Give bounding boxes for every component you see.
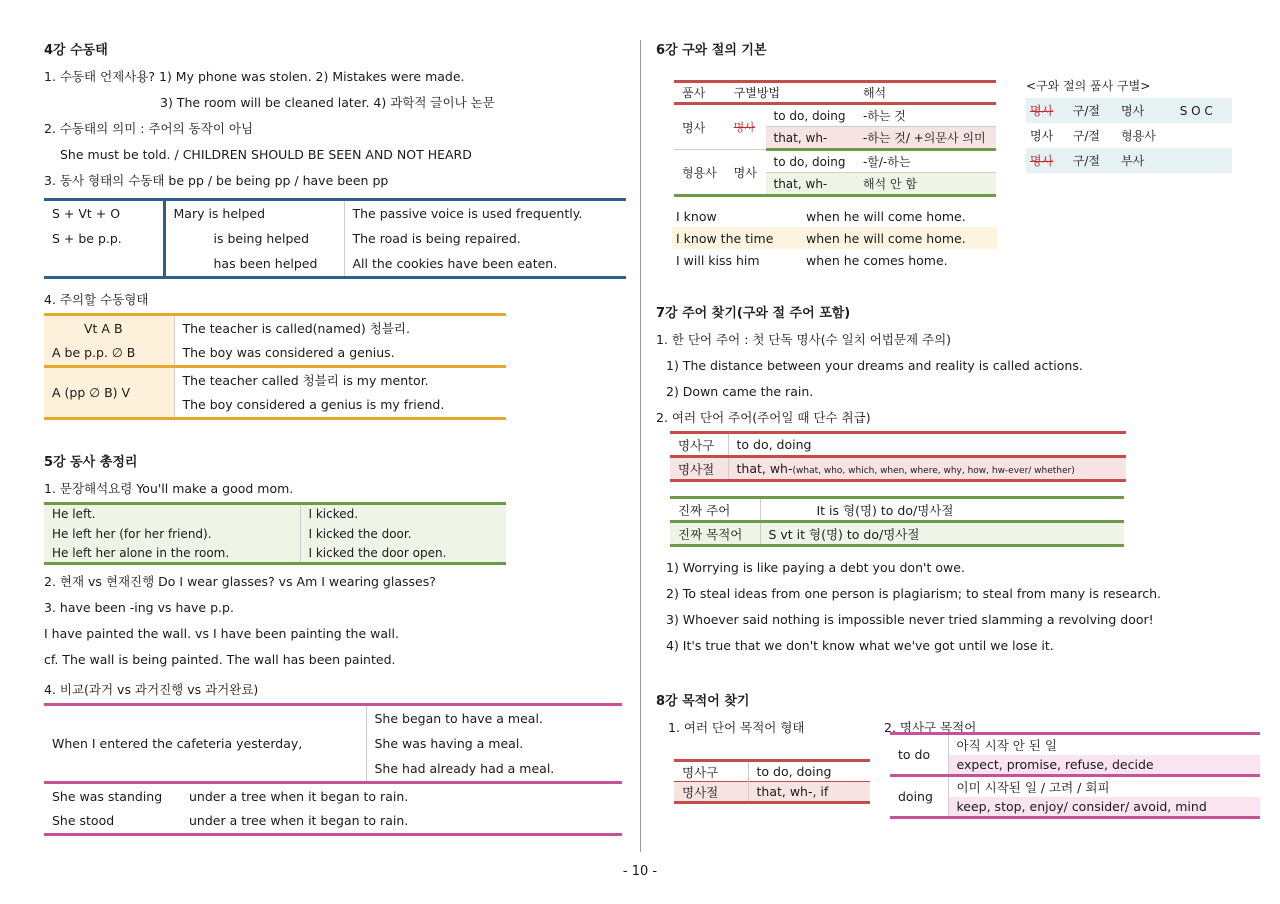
table-cell: When I entered the cafeteria yesterday, bbox=[44, 705, 366, 783]
text-line: 3. 동사 형태의 수동태 be pp / be being pp / have been pp bbox=[44, 173, 389, 188]
table-cell: A (pp ∅ B) V bbox=[44, 367, 174, 419]
cell-text: She was standing bbox=[52, 788, 163, 804]
table-row bbox=[672, 227, 997, 249]
table-cell: 명사 bbox=[1026, 98, 1069, 123]
cell-text: She stood bbox=[52, 813, 115, 829]
section-8-body bbox=[656, 715, 1246, 825]
table-cell bbox=[1176, 123, 1232, 148]
table-header-row bbox=[674, 82, 996, 104]
table-cell: S + be p.p. bbox=[44, 226, 164, 252]
subtitle: 2. 명사구 목적어 bbox=[884, 720, 977, 735]
table-row bbox=[44, 315, 506, 341]
table-cell: She was having a meal. bbox=[374, 736, 524, 751]
table-cell: to do, doing bbox=[756, 764, 832, 779]
section-7-title: 7강 주어 찾기(구와 절 주어 포함) bbox=[656, 306, 851, 321]
text-line: I have painted the wall. vs I have been painting the wall. bbox=[44, 626, 399, 641]
text-line: 3) The room will be cleaned later. 4) 과학적 글이나 논문 bbox=[160, 95, 495, 110]
table-cell: S vt it 형(명) to do/명사절 bbox=[760, 522, 1124, 546]
table-cell: 이미 시작된 일 / 고려 / 회피 bbox=[948, 776, 1260, 797]
table-cell: I will kiss him bbox=[676, 252, 760, 268]
section-4-title: 4강 수동태 bbox=[44, 43, 108, 58]
table-cell: 명사 bbox=[674, 104, 726, 150]
page-number: - 10 - bbox=[622, 864, 658, 879]
table-cell bbox=[728, 457, 1126, 481]
passive-forms-table bbox=[44, 198, 626, 279]
text-line: 2. 현재 vs 현재진행 Do I wear glasses? vs Am I wearing glasses? bbox=[44, 574, 436, 589]
table-row bbox=[670, 522, 1124, 546]
table-cell: doing bbox=[890, 776, 948, 818]
table-cell: that, wh- bbox=[766, 127, 855, 150]
column-divider bbox=[640, 40, 641, 852]
table-row bbox=[44, 544, 506, 564]
cell-text: under a tree when it began to rain. bbox=[189, 788, 409, 804]
example-table bbox=[672, 205, 997, 271]
noun-phrase-object-table bbox=[890, 732, 1260, 819]
table-cell: -하는 것 bbox=[855, 104, 996, 127]
table-row bbox=[1026, 148, 1232, 173]
table-cell: to do, doing bbox=[766, 150, 855, 173]
text-line: 2) To steal ideas from one person is plagiarism; to steal from many is research. bbox=[666, 586, 1162, 601]
table-cell: S O C bbox=[1176, 98, 1232, 123]
table-cell: She had already had a meal. bbox=[374, 761, 555, 777]
table-header: 구별방법 bbox=[726, 82, 855, 104]
table-cell: to do bbox=[890, 734, 948, 776]
table-row bbox=[674, 782, 870, 803]
table-row bbox=[890, 776, 1260, 797]
table-cell bbox=[44, 783, 622, 809]
text-line: 1. 한 단어 주어 : 첫 단독 명사(수 일치 어법문제 주의) bbox=[656, 332, 952, 347]
text-line: 3. have been -ing vs have p.p. bbox=[44, 600, 234, 615]
table-cell: 명사 bbox=[726, 150, 766, 196]
table-cell: that, wh-, if bbox=[748, 782, 870, 803]
table-row bbox=[44, 809, 622, 835]
table-cell: 진짜 주어 bbox=[670, 498, 760, 522]
example-list bbox=[656, 555, 1246, 659]
table-row bbox=[670, 433, 1126, 457]
table-cell: The boy considered a genius is my friend. bbox=[182, 397, 445, 413]
text-line: cf. The wall is being painted. The wall has been painted. bbox=[44, 652, 396, 667]
section-8-title: 8강 목적어 찾기 bbox=[656, 694, 750, 709]
table-cell: The teacher is called(named) 청블리. bbox=[182, 321, 410, 337]
table-cell: 구/절 bbox=[1072, 129, 1100, 143]
table-cell: 구/절 bbox=[1069, 148, 1117, 173]
table-cell: that, wh- bbox=[766, 173, 855, 196]
text-line: 4. 주의할 수동형태 bbox=[44, 292, 149, 307]
table-cell: when he will come home. bbox=[802, 227, 997, 249]
text-line: 1) Worrying is like paying a debt you don't owe. bbox=[666, 560, 965, 575]
table-row bbox=[674, 150, 996, 173]
table-row bbox=[44, 200, 626, 226]
table-row bbox=[1026, 123, 1232, 148]
real-subject-table bbox=[670, 496, 1124, 547]
right-column bbox=[656, 38, 1246, 825]
table-cell: 명사 bbox=[1117, 98, 1176, 123]
table-row bbox=[674, 104, 996, 127]
text-line: 1. 수동태 언제사용? 1) My phone was stolen. 2) Mistakes were made. bbox=[44, 69, 465, 84]
subtitle: 1. 여러 단어 목적어 형태 bbox=[668, 720, 805, 735]
table-row bbox=[670, 498, 1124, 522]
table-cell: 명사절 bbox=[674, 782, 748, 803]
table-row bbox=[44, 367, 506, 393]
text-line: 4. 비교(과거 vs 과거진행 vs 과거완료) bbox=[44, 682, 259, 697]
table-cell: 명사구 bbox=[674, 761, 748, 782]
table-cell: keep, stop, enjoy/ consider/ avoid, mind bbox=[948, 797, 1260, 818]
table-row bbox=[44, 341, 506, 367]
text-line: 2. 수동태의 의미 : 주어의 동작이 아님 bbox=[44, 121, 254, 136]
table-cell: She began to have a meal. bbox=[374, 710, 543, 726]
box-title: <구와 절의 품사 구별> bbox=[1026, 79, 1151, 93]
table-header: 품사 bbox=[674, 82, 726, 104]
cell-text: that, wh- bbox=[736, 461, 793, 476]
table-cell: 명사 bbox=[726, 104, 766, 150]
section-6-title: 6강 구와 절의 기본 bbox=[656, 43, 767, 58]
pos-table bbox=[1026, 98, 1232, 173]
table-row bbox=[674, 761, 870, 782]
table-row bbox=[670, 457, 1126, 481]
table-cell: It is 형(명) to do/명사절 bbox=[816, 502, 954, 518]
table-row bbox=[44, 705, 622, 731]
table-cell: A be p.p. ∅ B bbox=[44, 341, 174, 367]
table-row bbox=[44, 252, 626, 278]
table-header: 해석 bbox=[855, 82, 996, 104]
table-row bbox=[44, 524, 506, 544]
table-cell: 부사 bbox=[1117, 148, 1176, 173]
multi-word-subject-table bbox=[670, 431, 1126, 482]
tense-comparison-table bbox=[44, 703, 622, 836]
sentence-reading-table bbox=[44, 502, 506, 565]
table-cell: Vt A B bbox=[44, 315, 174, 341]
table-cell: 아직 시작 안 된 일 bbox=[956, 737, 1057, 753]
table-cell: -하는 것/ +의문사 의미 bbox=[855, 127, 996, 150]
table-cell: He left her alone in the room. bbox=[44, 544, 300, 564]
table-cell bbox=[44, 252, 164, 278]
table-cell: S + Vt + O bbox=[44, 200, 164, 226]
phrase-clause-table bbox=[674, 80, 996, 197]
table-cell: I kicked. bbox=[300, 504, 506, 524]
table-cell bbox=[44, 809, 622, 835]
table-row bbox=[44, 226, 626, 252]
table-row bbox=[44, 783, 622, 809]
table-cell: The boy was considered a genius. bbox=[182, 345, 395, 361]
section-6-body bbox=[656, 80, 1246, 271]
text-line: 2. 여러 단어 주어(주어일 때 단수 취급) bbox=[656, 410, 871, 425]
text-line: 2) Down came the rain. bbox=[666, 384, 814, 399]
table-cell: Mary is helped bbox=[164, 200, 344, 226]
table-cell: I kicked the door open. bbox=[300, 544, 506, 564]
section-5-title: 5강 동사 총정리 bbox=[44, 455, 138, 470]
table-cell: -할/-하는 bbox=[855, 150, 996, 173]
table-cell: 명사 bbox=[1030, 129, 1054, 143]
text-line: She must be told. / CHILDREN SHOULD BE SEEN AND NOT HEARD bbox=[60, 147, 472, 162]
table-cell: The passive voice is used frequently. bbox=[352, 205, 583, 221]
cell-text: under a tree when it began to rain. bbox=[189, 813, 409, 829]
table-cell: when he comes home. bbox=[806, 252, 948, 268]
text-line: 1. 문장해석요령 You'll make a good mom. bbox=[44, 481, 294, 496]
table-cell: expect, promise, refuse, decide bbox=[948, 755, 1260, 776]
table-cell: 구/절 bbox=[1069, 98, 1117, 123]
text-line: 3) Whoever said nothing is impossible never tried slamming a revolving door! bbox=[666, 612, 1154, 627]
table-cell bbox=[1176, 148, 1232, 173]
table-cell: 명사절 bbox=[670, 457, 728, 481]
cell-note: (what, who, which, when, where, why, how, hw-ever/ whether) bbox=[792, 466, 1075, 476]
table-cell: The teacher called 청블리 is my mentor. bbox=[174, 367, 506, 393]
table-cell: 형용사 bbox=[674, 150, 726, 196]
table-row bbox=[890, 734, 1260, 755]
table-cell: The road is being repaired. bbox=[352, 231, 521, 246]
left-column bbox=[44, 38, 629, 836]
text-line: 1) The distance between your dreams and reality is called actions. bbox=[666, 358, 1083, 373]
table-row bbox=[672, 249, 997, 271]
table-cell: when he will come home. bbox=[806, 208, 966, 224]
table-cell: is being helped bbox=[164, 226, 344, 252]
table-cell: 형용사 bbox=[1121, 129, 1156, 143]
table-cell: 진짜 목적어 bbox=[670, 522, 760, 546]
table-cell: He left her (for her friend). bbox=[44, 524, 300, 544]
part-of-speech-box bbox=[1026, 74, 1232, 173]
table-row bbox=[1026, 98, 1232, 123]
table-cell: to do, doing bbox=[766, 104, 855, 127]
table-cell: All the cookies have been eaten. bbox=[352, 256, 558, 272]
table-cell: to do, doing bbox=[736, 437, 812, 452]
table-cell: 해석 안 함 bbox=[855, 173, 996, 196]
table-row bbox=[672, 205, 997, 227]
table-row bbox=[44, 504, 506, 524]
object-form-table bbox=[674, 759, 870, 804]
table-cell: 명사 bbox=[1026, 148, 1069, 173]
text-line: 4) It's true that we don't know what we've got until we lose it. bbox=[666, 638, 1054, 653]
table-cell: I know bbox=[676, 208, 717, 224]
table-cell: I know the time bbox=[672, 227, 802, 249]
table-cell: I kicked the door. bbox=[300, 524, 506, 544]
table-cell: He left. bbox=[44, 504, 300, 524]
passive-caution-table bbox=[44, 313, 506, 420]
table-cell: 명사구 bbox=[670, 433, 728, 457]
table-cell: has been helped bbox=[164, 252, 344, 278]
